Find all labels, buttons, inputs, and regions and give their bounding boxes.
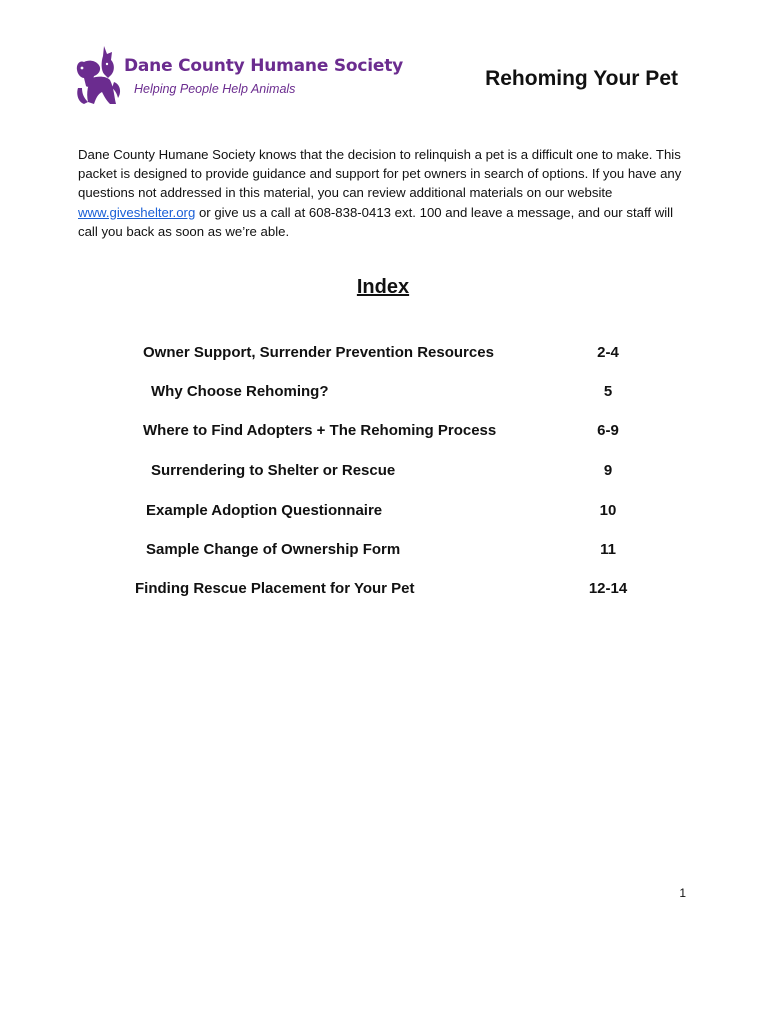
toc-entry-pages: 9 [603,462,613,479]
intro-text-end: or give us a call at 608-838-0413 ext. 100 and leave a message, and our staff will call you back as soon as we’re able. [78,204,674,239]
toc-entry-pages: 11 [600,541,616,558]
intro-paragraph [78,145,690,241]
toc-entry-pages: 5 [603,383,613,400]
toc-entry-pages: 2-4 [597,344,619,361]
toc-entry [0,462,770,484]
toc-entry-label: Surrendering to Shelter or Rescue [151,462,396,479]
organization-name: Dane County Humane Society [124,56,404,76]
toc-entry [0,502,770,524]
website-link[interactable]: www.giveshelter.org [78,204,196,220]
toc-entry-label: Example Adoption Questionnaire [146,502,383,519]
intro-text-start: Dane County Humane Society knows that the decision to relinquish a pet is a difficult one to make. This packet is designed to provide guidance and support for pet owners in search of options. If you have any questions not addressed in this material, you can review additional materials on our website [78,147,682,201]
toc-entry-pages: 10 [599,502,617,519]
page-number: 1 [679,886,686,900]
toc-entry-label: Owner Support, Surrender Prevention Resources [143,344,494,361]
toc-entry-pages: 12-14 [588,580,628,597]
organization-logo [74,42,404,112]
toc-entry [0,580,770,602]
toc-entry-label: Finding Rescue Placement for Your Pet [135,580,415,597]
dog-and-cat-silhouette-icon [74,42,124,108]
toc-entry-label: Where to Find Adopters + The Rehoming Process [143,422,497,439]
toc-entry [0,422,770,444]
toc-entry-label: Why Choose Rehoming? [151,383,329,400]
toc-entry [0,541,770,563]
document-title: Rehoming Your Pet [485,67,678,90]
toc-entry [0,344,770,366]
toc-entry-label: Sample Change of Ownership Form [146,541,401,558]
index-heading: Index [356,276,410,298]
toc-entry-pages: 6-9 [597,422,619,439]
organization-tagline: Helping People Help Animals [134,82,296,96]
toc-entry [0,383,770,405]
